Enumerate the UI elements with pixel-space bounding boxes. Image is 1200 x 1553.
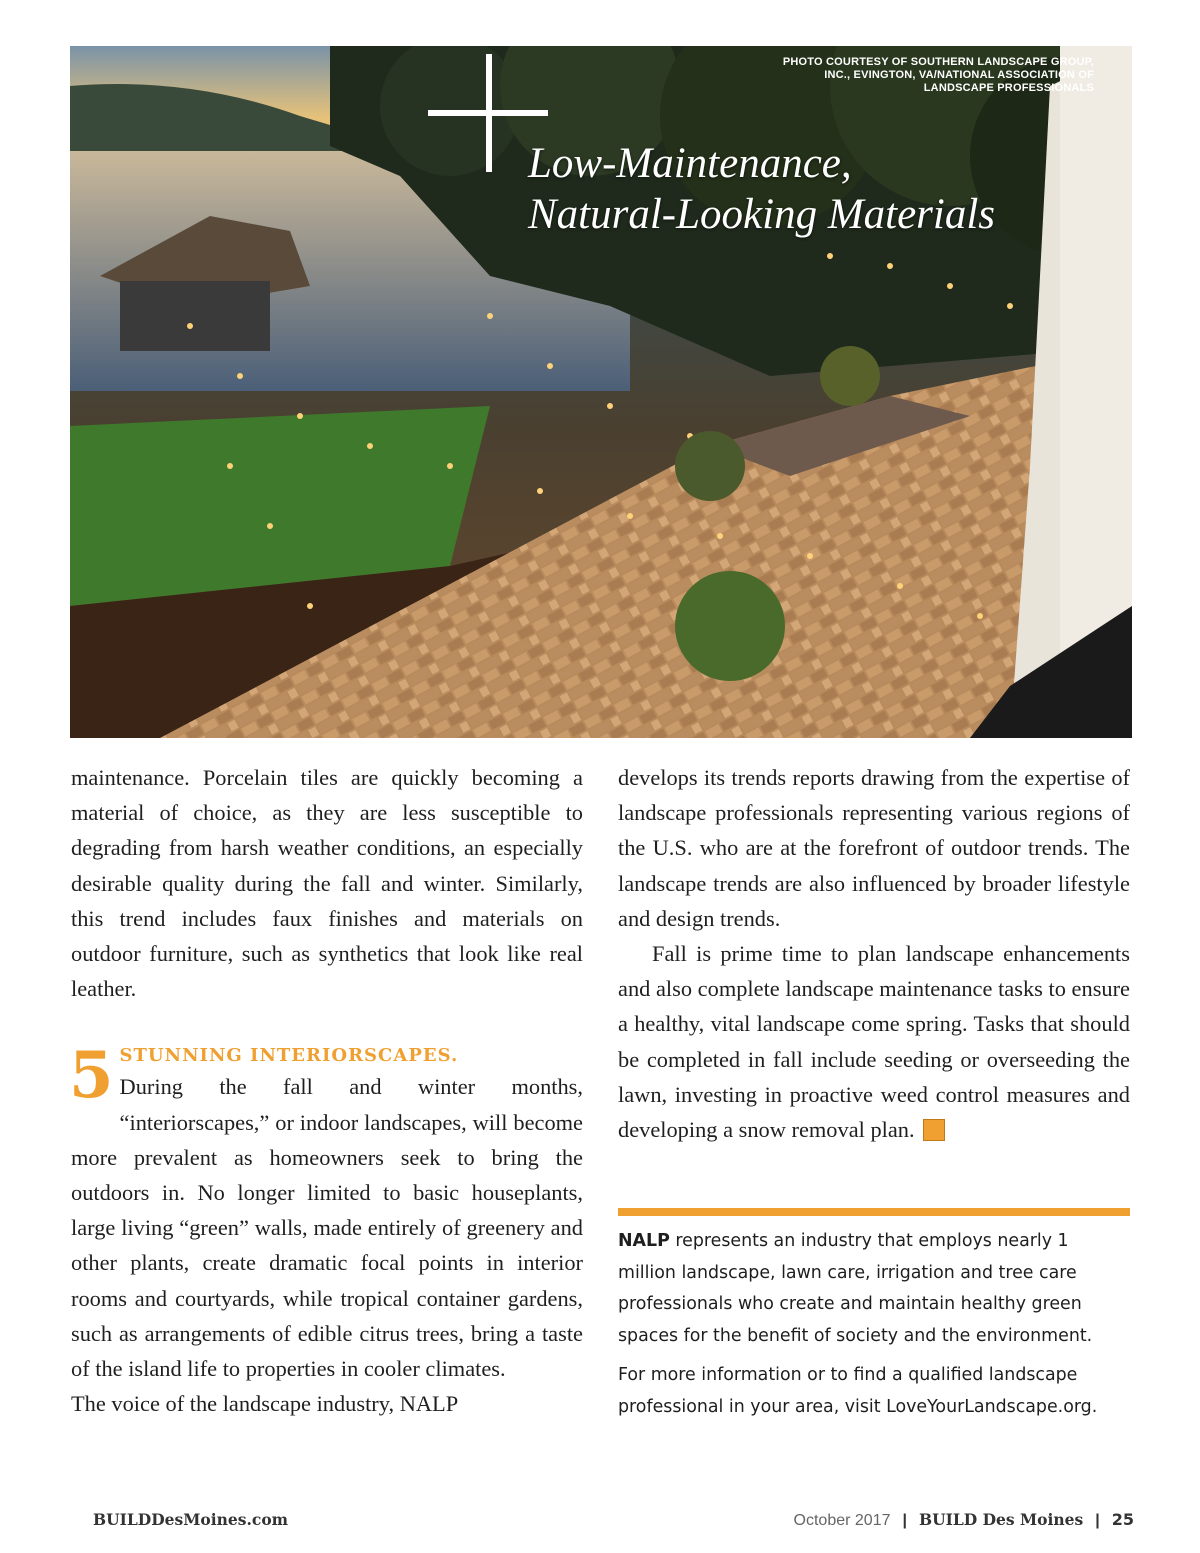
right-paragraph-2-text: Fall is prime time to plan landscape enhancements and also complete landscape maintenance tasks to ensure a healthy, vital landscape come spring. Tasks that should be completed in fall include seeding or overseeding the lawn, investing in proactive weed control measures and developing a snow removal plan. <box>618 941 1130 1143</box>
photo-caption-line2: Natural-Looking Materials <box>528 191 996 238</box>
footer-issue-date: October 2017 <box>793 1512 891 1529</box>
left-paragraph-3: The voice of the landscape industry, NALP <box>71 1391 459 1417</box>
page-footer <box>0 1508 1200 1534</box>
photo-caption-title <box>528 138 1088 240</box>
note-paragraph-2: For more information or to find a qualified landscape professional in your area, visit LoveYourLandscape.org. <box>618 1365 1098 1417</box>
footer-separator-2: | <box>1095 1512 1100 1529</box>
section-5 <box>69 1038 583 1421</box>
sidebar-note <box>618 1226 1130 1431</box>
footer-website: BUILDDesMoines.com <box>93 1510 289 1529</box>
paragraph-gap <box>71 1006 583 1041</box>
left-paragraph-1: maintenance. Porcelain tiles are quickly becoming a material of choice, as they are less susceptible to degrading from harsh weather conditions, an especially desirable quality during the fall and winter. Similarly, this trend includes faux finishes and materials on outdoor furniture, such as synthetics that look like real leather. <box>71 765 583 1002</box>
photo-caption-line1: Low-Maintenance, <box>528 140 852 187</box>
footer-right <box>794 1510 1134 1530</box>
right-paragraph-1: develops its trends reports drawing from the expertise of landscape professionals representing various regions of the U.S. who are at the forefront of outdoor trends. The landscape trends are also influenced by broader lifestyle and design trends. <box>618 765 1130 931</box>
sidebar-rule <box>618 1208 1130 1216</box>
cross-ornament-horizontal <box>428 110 548 116</box>
hero-photo <box>70 46 1132 738</box>
note-text-1: represents an industry that employs nearly 1 million landscape, lawn care, irrigation and tree care professionals who create and maintain healthy green spaces for the benefit of society and the environment. <box>618 1231 1093 1346</box>
page-number: 25 <box>1111 1510 1134 1529</box>
note-org: NALP <box>618 1231 670 1251</box>
right-column <box>618 760 1130 1147</box>
note-paragraph-1 <box>618 1226 1130 1352</box>
section-title: STUNNING INTERIORSCAPES. <box>119 1045 459 1067</box>
footer-magazine-name: BUILD Des Moines <box>918 1510 1084 1529</box>
left-column <box>71 760 583 1421</box>
footer-separator: | <box>902 1512 907 1529</box>
photo-credit: PHOTO COURTESY OF SOUTHERN LANDSCAPE GROUP, INC., EVINGTON, VA/NATIONAL ASSOCIATION OF LANDSCAPE PROFESSIONALS <box>782 56 1094 94</box>
left-paragraph-2: During the fall and winter months, “interiorscapes,” or indoor landscapes, will become more prevalent as homeowners seek to bring the outdoors in. No longer limited to basic houseplants, large living “green” walls, made entirely of greenery and other plants, create dramatic focal points in interior rooms and courtyards, while tropical container gardens, such as arrangements of edible citrus trees, bring a taste of the island life to properties in cooler climates. <box>71 1074 583 1382</box>
section-number: 5 <box>69 1038 114 1114</box>
right-paragraph-2 <box>618 936 1130 1147</box>
end-mark-icon: B <box>923 1119 945 1141</box>
